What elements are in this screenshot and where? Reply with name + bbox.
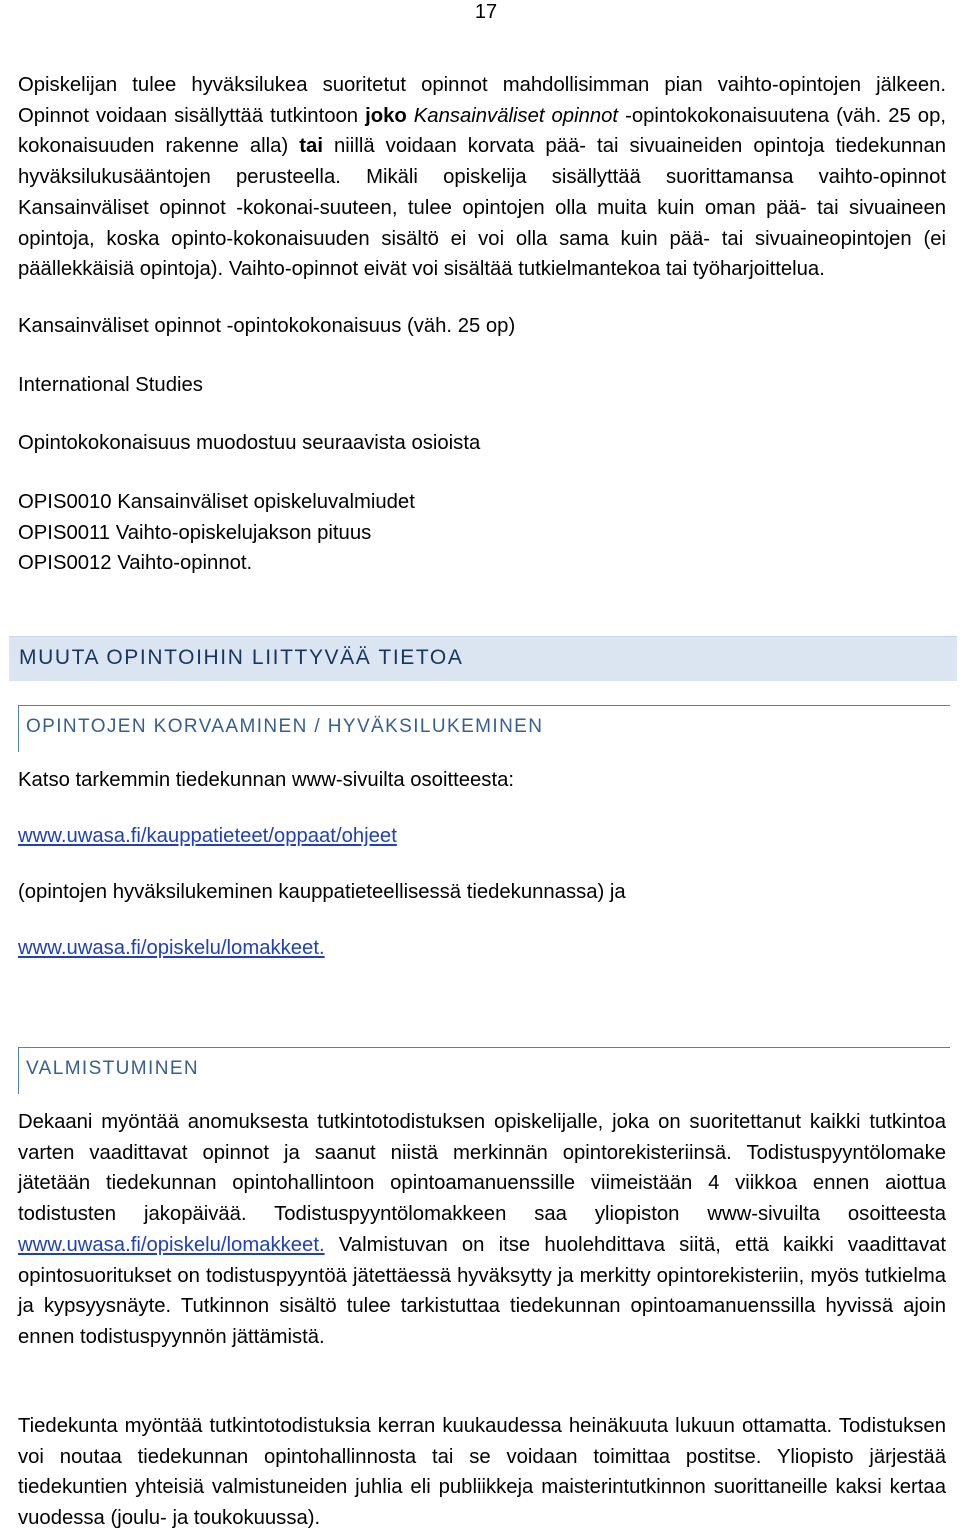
intro-rest: pää- tai sivuaineiden opintoja tiedekunnan hyväksilukusääntojen perusteella. Mikäli opiskelija sisällyttää suorittamansa vaihto-opinnot Kansainväliset opinnot -kokonai-suuteen, tulee opintojen olla muita kuin oman pää- tai sivuaineen opintoja, koska opinto-kokonaisuuden sisältö ei voi olla sama kuin pää- tai sivuaineopintojen (ei päällekkäisiä opintoja). Vaihto-opinnot eivät voi sisältää tutkielmantekoa tai työharjoittelua. (18, 135, 947, 281)
forms-link[interactable]: www.uwasa.fi/opiskelu/lomakkeet. (18, 937, 325, 959)
intro-emphasis-joko: joko (365, 104, 407, 127)
program-title: Kansainväliset opinnot -opintokokonaisuus (väh. 25 op) (18, 314, 516, 337)
subsection-heading: VALMISTUMINEN (26, 1058, 200, 1079)
subsection-korvaaminen (18, 705, 950, 752)
link-row-1 (18, 821, 946, 852)
intro-program-name: Kansainväliset opinnot (406, 104, 619, 127)
intro-line-3a: -opintokokonaisuutena (väh. 25 op, kokonaisuuden rakenne alla) (18, 104, 946, 158)
intro-section (18, 70, 946, 579)
page-number: 17 (474, 1, 498, 23)
intro-line-2a: jälkeen. Opinnot voidaan sisällyttää tutkintoon (18, 74, 947, 127)
section-heading-bar (9, 636, 957, 681)
graduation-paragraph-2: Tiedekunta myöntää tutkintotodistuksia kerran kuukaudessa heinäkuuta lukuun ottamatta. Todistuksen voi noutaa tiedekunnan opintohallinnosta tai se voidaan toimittaa postitse. Yliopisto järjestää tiedekuntien yhteisiä valmistuneiden juhlia eli publiikkeja maisterintutkinnon suorittaneille kaksi kertaa vuodessa (joulu- ja toukokuussa). (18, 1415, 946, 1530)
intro-emphasis-tai: tai (299, 135, 323, 158)
course-item: OPIS0011 Vaihto-opiskelujakson pituus (18, 521, 372, 544)
link-row-2 (18, 933, 946, 964)
subsection-valmistuminen (18, 1047, 950, 1094)
graduation-text-a: Dekaani myöntää anomuksesta tutkintotodistuksen opiskelijalle, joka on suoritettanut kaikki tutkintoa varten vaadittavat opinnot ja saanut niistä merkinnän opintorekisteriinsä. Todistuspyyntölomake jätetään tiedekunnan opintohallintoon opintoamanuenssille viimeistään 4 viikkoa ennen aiottua todistusten jakopäivää. Todistuspyyntölomakkeen saa yliopiston www-sivuilta osoitteesta (18, 1111, 946, 1226)
replacement-note: (opintojen hyväksilukeminen kauppatieteellisessä tiedekunnassa) ja (18, 881, 626, 903)
course-item: OPIS0012 Vaihto-opinnot. (18, 552, 253, 575)
program-english-name: International Studies (18, 373, 203, 396)
course-item: OPIS0010 Kansainväliset opiskeluvalmiudet (18, 491, 415, 514)
forms-link-inline[interactable]: www.uwasa.fi/opiskelu/lomakkeet. (18, 1233, 325, 1256)
program-composition: Opintokokonaisuus muodostuu seuraavista osioista (18, 432, 481, 455)
replacement-instructions: Katso tarkemmin tiedekunnan www-sivuilta osoitteesta: (18, 769, 514, 791)
subsection-heading: OPINTOJEN KORVAAMINEN / HYVÄKSILUKEMINEN (26, 716, 544, 737)
faculty-guides-link[interactable]: www.uwasa.fi/kauppatieteet/oppaat/ohjeet (18, 825, 397, 847)
intro-line-3c: niillä voidaan korvata (322, 135, 535, 158)
graduation-paragraph-1 (18, 1107, 946, 1353)
graduation-text-b: Valmistuvan on itse huolehdittava siitä, että kaikki vaadittavat opintosuoritukset on todistuspyyntöä jätettäessä hyväksytty ja merkitty opintorekisteriin, myös tutkielma ja kypsyysnäyte. Tutkinnon sisältö tulee tarkistuttaa tiedekunnan opintoamanuenssilla hyvissä ajoin ennen todistuspyynnön jättämistä. (18, 1233, 946, 1348)
section-heading: MUUTA OPINTOIHIN LIITTYVÄÄ TIETOA (19, 646, 464, 669)
intro-line-1: Opiskelijan tulee hyväksilukea suoritetut opinnot mahdollisimman pian vaihto-opintojen (18, 74, 861, 96)
course-list (18, 487, 946, 579)
intro-paragraph (18, 70, 946, 285)
